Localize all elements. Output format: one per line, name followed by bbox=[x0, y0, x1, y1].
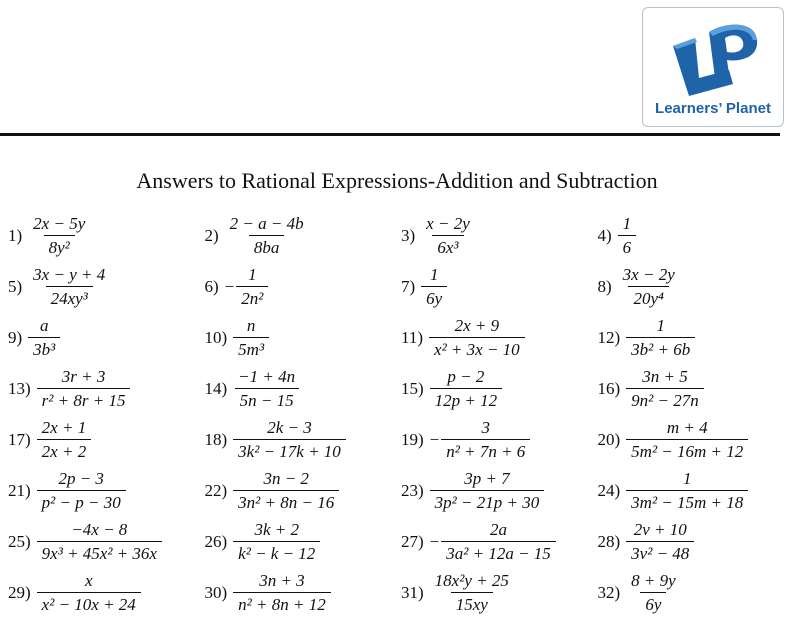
answer-number: 22) bbox=[205, 481, 228, 501]
answer-item bbox=[205, 520, 402, 563]
answer-fraction bbox=[421, 214, 475, 257]
fraction-denominator: 8y² bbox=[44, 235, 75, 257]
answer-fraction bbox=[430, 571, 514, 614]
fraction-numerator: n bbox=[242, 316, 261, 337]
answer-item bbox=[598, 418, 794, 461]
fraction-denominator: 8ba bbox=[249, 235, 285, 257]
answer-fraction bbox=[225, 214, 309, 257]
answer-item bbox=[205, 418, 402, 461]
answer-number: 9) bbox=[8, 328, 22, 348]
fraction-numerator: 2a bbox=[485, 520, 512, 541]
fraction-denominator: 12p + 12 bbox=[430, 388, 502, 410]
answer-number: 30) bbox=[205, 583, 228, 603]
answer-number: 15) bbox=[401, 379, 424, 399]
answer-sign: − bbox=[430, 532, 440, 552]
answer-item bbox=[8, 520, 205, 563]
page-title: Answers to Rational Expressions-Addition and Subtraction bbox=[0, 168, 794, 194]
answer-fraction bbox=[233, 469, 339, 512]
answer-number: 26) bbox=[205, 532, 228, 552]
answer-item bbox=[401, 367, 598, 410]
fraction-numerator: m + 4 bbox=[662, 418, 713, 439]
answer-number: 6) bbox=[205, 277, 219, 297]
fraction-denominator: 3n² + 8n − 16 bbox=[233, 490, 339, 512]
answer-fraction bbox=[233, 520, 320, 563]
fraction-numerator: 3n + 3 bbox=[254, 571, 309, 592]
fraction-denominator: x² + 3x − 10 bbox=[429, 337, 525, 359]
answer-number: 32) bbox=[598, 583, 621, 603]
fraction-numerator: 2 − a − 4b bbox=[225, 214, 309, 235]
answer-number: 8) bbox=[598, 277, 612, 297]
fraction-denominator: k² − k − 12 bbox=[233, 541, 320, 563]
fraction-numerator: 1 bbox=[678, 469, 697, 490]
answer-number: 2) bbox=[205, 226, 219, 246]
answer-fraction bbox=[28, 316, 60, 359]
answer-item bbox=[401, 520, 598, 563]
answer-number: 5) bbox=[8, 277, 22, 297]
fraction-denominator: 9n² − 27n bbox=[626, 388, 704, 410]
answer-fraction bbox=[37, 571, 141, 614]
fraction-denominator: 3p² − 21p + 30 bbox=[430, 490, 545, 512]
answer-number: 3) bbox=[401, 226, 415, 246]
answer-fraction bbox=[626, 469, 748, 512]
answer-fraction bbox=[430, 469, 545, 512]
answer-item bbox=[598, 265, 794, 308]
fraction-denominator: 2x + 2 bbox=[37, 439, 92, 461]
answer-number: 13) bbox=[8, 379, 31, 399]
answer-fraction bbox=[37, 520, 162, 563]
fraction-denominator: 3b³ bbox=[28, 337, 60, 359]
answer-number: 29) bbox=[8, 583, 31, 603]
fraction-denominator: 24xy³ bbox=[46, 286, 93, 308]
answer-sign: − bbox=[225, 277, 235, 297]
answer-number: 10) bbox=[205, 328, 228, 348]
answer-item bbox=[598, 520, 794, 563]
fraction-denominator: 5m² − 16m + 12 bbox=[626, 439, 748, 461]
answer-number: 28) bbox=[598, 532, 621, 552]
header-divider bbox=[0, 133, 780, 136]
fraction-numerator: 1 bbox=[651, 316, 670, 337]
answer-fraction bbox=[430, 367, 502, 410]
answer-number: 16) bbox=[598, 379, 621, 399]
answer-number: 27) bbox=[401, 532, 424, 552]
answer-fraction bbox=[441, 520, 556, 563]
fraction-denominator: 6x³ bbox=[432, 235, 463, 257]
answer-row bbox=[8, 363, 794, 414]
answer-fraction bbox=[233, 418, 346, 461]
answer-item bbox=[598, 469, 794, 512]
answer-row bbox=[8, 210, 794, 261]
fraction-numerator: 3r + 3 bbox=[57, 367, 111, 388]
answer-fraction bbox=[37, 418, 92, 461]
fraction-numerator: 3 bbox=[477, 418, 496, 439]
answer-number: 7) bbox=[401, 277, 415, 297]
fraction-denominator: 3v² − 48 bbox=[626, 541, 694, 563]
fraction-numerator: 1 bbox=[243, 265, 262, 286]
answer-item bbox=[205, 469, 402, 512]
fraction-denominator: 20y⁴ bbox=[628, 286, 668, 308]
answer-number: 12) bbox=[598, 328, 621, 348]
logo bbox=[642, 7, 784, 127]
answer-item bbox=[8, 316, 205, 359]
fraction-numerator: 2x + 1 bbox=[37, 418, 92, 439]
answer-row bbox=[8, 516, 794, 567]
answer-fraction bbox=[626, 418, 748, 461]
fraction-denominator: 5n − 15 bbox=[235, 388, 299, 410]
answer-fraction bbox=[236, 265, 268, 308]
answer-item bbox=[205, 214, 402, 257]
answer-row bbox=[8, 312, 794, 363]
fraction-numerator: −1 + 4n bbox=[233, 367, 300, 388]
fraction-numerator: a bbox=[35, 316, 54, 337]
fraction-denominator: 9x³ + 45x² + 36x bbox=[37, 541, 162, 563]
answer-number: 17) bbox=[8, 430, 31, 450]
answer-sign: − bbox=[430, 430, 440, 450]
answer-number: 24) bbox=[598, 481, 621, 501]
answer-number: 21) bbox=[8, 481, 31, 501]
answer-item bbox=[8, 418, 205, 461]
fraction-denominator: n² + 7n + 6 bbox=[441, 439, 530, 461]
answer-item bbox=[401, 571, 598, 614]
fraction-denominator: 6y bbox=[421, 286, 447, 308]
answer-fraction bbox=[618, 214, 637, 257]
fraction-denominator: 2n² bbox=[236, 286, 268, 308]
fraction-numerator: 2p − 3 bbox=[53, 469, 108, 490]
answer-item bbox=[205, 571, 402, 614]
fraction-numerator: 1 bbox=[618, 214, 637, 235]
answer-fraction bbox=[429, 316, 525, 359]
fraction-numerator: 2x + 9 bbox=[450, 316, 505, 337]
answers-grid bbox=[8, 210, 794, 618]
fraction-denominator: p² − p − 30 bbox=[37, 490, 126, 512]
fraction-denominator: 15xy bbox=[451, 592, 493, 614]
fraction-denominator: n² + 8n + 12 bbox=[233, 592, 331, 614]
answer-fraction bbox=[28, 214, 90, 257]
fraction-denominator: 3m² − 15m + 18 bbox=[626, 490, 748, 512]
fraction-denominator: x² − 10x + 24 bbox=[37, 592, 141, 614]
answer-item bbox=[401, 214, 598, 257]
answer-item bbox=[8, 265, 205, 308]
answer-fraction bbox=[421, 265, 447, 308]
answer-item bbox=[401, 418, 598, 461]
answer-fraction bbox=[626, 316, 695, 359]
fraction-denominator: r² + 8r + 15 bbox=[37, 388, 131, 410]
fraction-numerator: x bbox=[80, 571, 98, 592]
fraction-numerator: 3n + 5 bbox=[637, 367, 692, 388]
answer-number: 19) bbox=[401, 430, 424, 450]
answer-fraction bbox=[618, 265, 680, 308]
fraction-numerator: 3p + 7 bbox=[459, 469, 514, 490]
answer-item bbox=[598, 571, 794, 614]
answer-fraction bbox=[233, 571, 331, 614]
fraction-numerator: 8 + 9y bbox=[626, 571, 681, 592]
answer-fraction bbox=[626, 367, 704, 410]
answer-item bbox=[205, 316, 402, 359]
answer-fraction bbox=[626, 520, 694, 563]
answer-number: 20) bbox=[598, 430, 621, 450]
answer-item bbox=[401, 469, 598, 512]
fraction-denominator: 6y bbox=[640, 592, 666, 614]
answer-item bbox=[8, 571, 205, 614]
answer-fraction bbox=[626, 571, 681, 614]
answer-fraction bbox=[28, 265, 110, 308]
answer-item bbox=[401, 265, 598, 308]
answer-fraction bbox=[37, 367, 131, 410]
fraction-numerator: 2v + 10 bbox=[629, 520, 692, 541]
fraction-numerator: 1 bbox=[425, 265, 444, 286]
answer-item bbox=[401, 316, 598, 359]
answer-number: 1) bbox=[8, 226, 22, 246]
answer-item bbox=[205, 265, 402, 308]
fraction-numerator: 3n − 2 bbox=[258, 469, 313, 490]
answer-row bbox=[8, 261, 794, 312]
answer-number: 4) bbox=[598, 226, 612, 246]
answer-item bbox=[8, 214, 205, 257]
answer-item bbox=[205, 367, 402, 410]
answer-fraction bbox=[233, 316, 269, 359]
answer-fraction bbox=[441, 418, 530, 461]
answer-row bbox=[8, 414, 794, 465]
answer-item bbox=[8, 469, 205, 512]
answer-number: 18) bbox=[205, 430, 228, 450]
answer-number: 23) bbox=[401, 481, 424, 501]
logo-text: Learners’ Planet bbox=[643, 100, 783, 117]
answer-fraction bbox=[37, 469, 126, 512]
answer-number: 25) bbox=[8, 532, 31, 552]
fraction-numerator: 3x − 2y bbox=[618, 265, 680, 286]
answer-number: 14) bbox=[205, 379, 228, 399]
learners-planet-logo-icon bbox=[665, 16, 763, 96]
fraction-numerator: −4x − 8 bbox=[66, 520, 132, 541]
fraction-numerator: 18x²y + 25 bbox=[430, 571, 514, 592]
fraction-denominator: 3k² − 17k + 10 bbox=[233, 439, 346, 461]
answer-item bbox=[598, 367, 794, 410]
answer-item bbox=[598, 316, 794, 359]
answer-number: 11) bbox=[401, 328, 423, 348]
answer-row bbox=[8, 567, 794, 618]
fraction-denominator: 3a² + 12a − 15 bbox=[441, 541, 556, 563]
fraction-denominator: 6 bbox=[618, 235, 637, 257]
fraction-numerator: 2k − 3 bbox=[262, 418, 317, 439]
answer-item bbox=[598, 214, 794, 257]
answer-row bbox=[8, 465, 794, 516]
fraction-numerator: x − 2y bbox=[421, 214, 475, 235]
answer-number: 31) bbox=[401, 583, 424, 603]
fraction-numerator: 2x − 5y bbox=[28, 214, 90, 235]
answer-fraction bbox=[233, 367, 300, 410]
fraction-numerator: p − 2 bbox=[442, 367, 489, 388]
fraction-denominator: 5m³ bbox=[233, 337, 269, 359]
fraction-numerator: 3x − y + 4 bbox=[28, 265, 110, 286]
fraction-denominator: 3b² + 6b bbox=[626, 337, 695, 359]
fraction-numerator: 3k + 2 bbox=[249, 520, 304, 541]
answer-item bbox=[8, 367, 205, 410]
